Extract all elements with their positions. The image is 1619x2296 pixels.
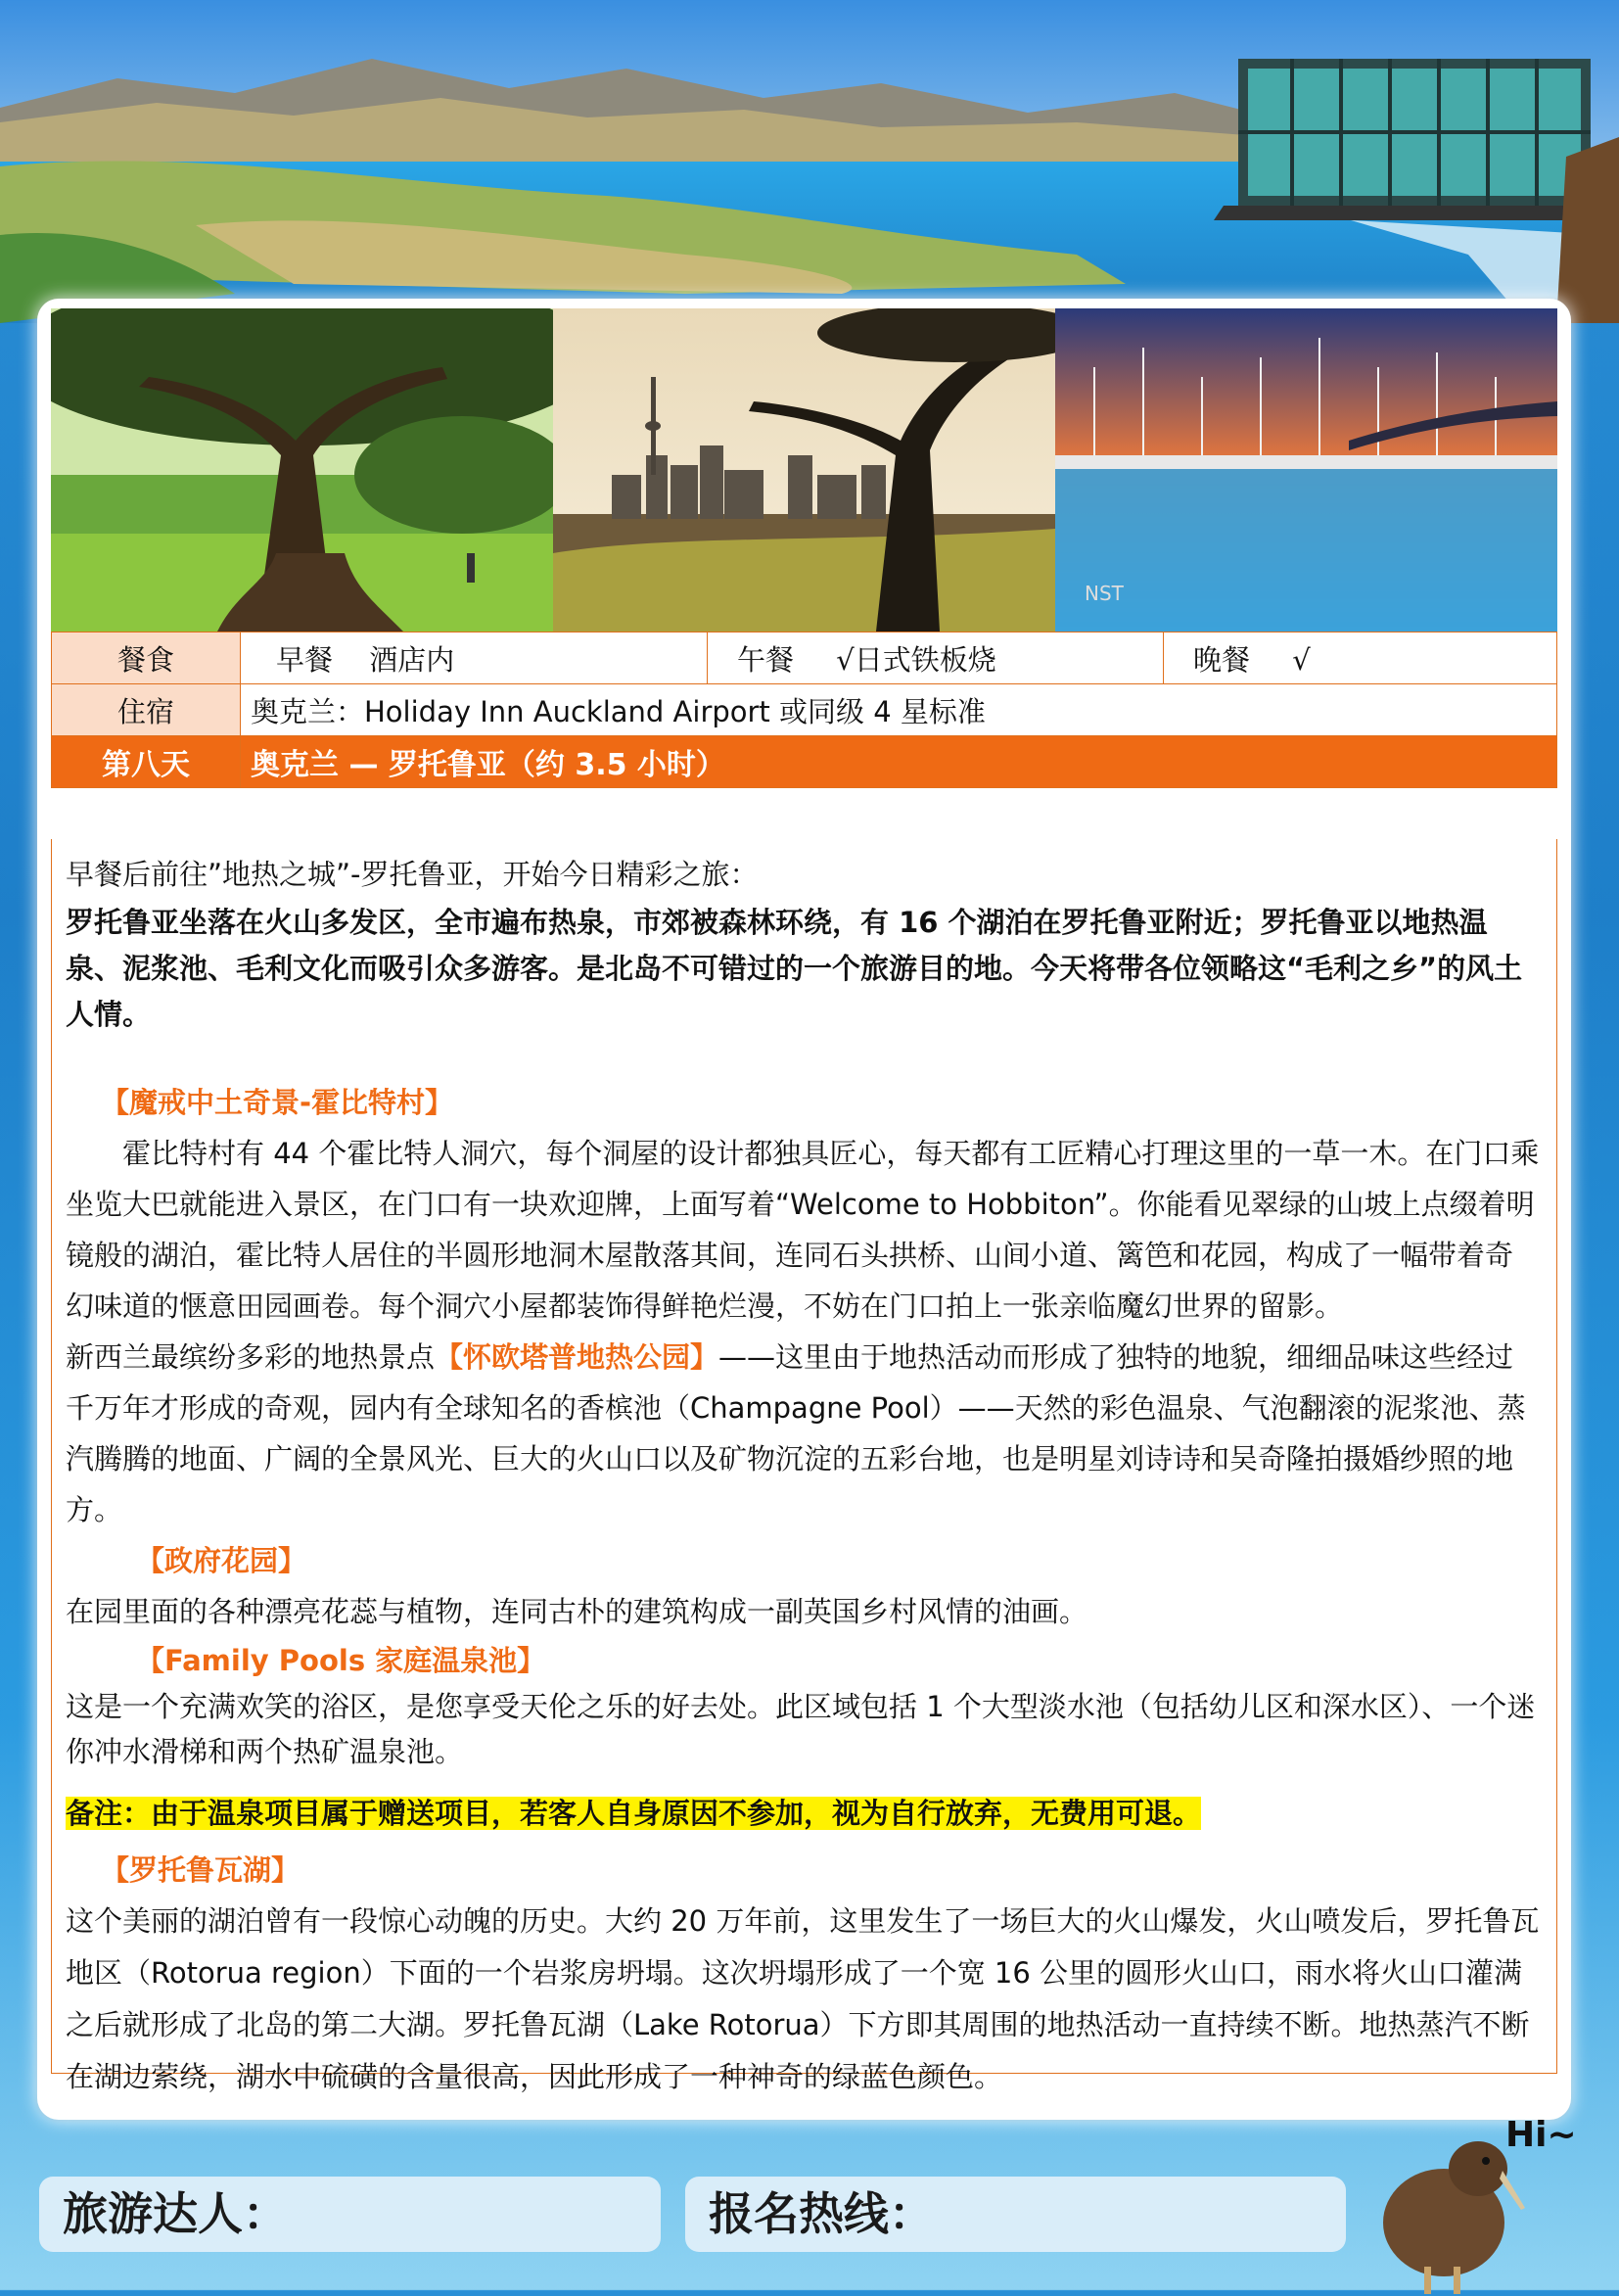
intro-text: 早餐后前往”地热之城”-罗托鲁亚，开始今日精彩之旅： xyxy=(66,858,759,891)
day-label: 第八天 xyxy=(52,736,241,788)
family-pools-title: 【Family Pools 家庭温泉池】 xyxy=(136,1644,546,1677)
hobbiton-title: 【魔戒中土奇景-霍比特村】 xyxy=(101,1086,454,1119)
day-route: 奥克兰 — 罗托鲁亚（约 3.5 小时） xyxy=(241,736,1557,788)
lunch-label: 午餐 xyxy=(737,642,795,677)
waiotapu-text: ——这里由于地热活动而形成了独特的地貌，细细品味这些经过千万年才形成的奇观，园内有全球知名的香槟池（Champagne Pool）——天然的彩色温泉、气泡翻滚的泥浆池、蒸汽腾腾的地面、广阔的全景风光、巨大的火山口以及矿物沉淀的五彩台地，也是明星刘诗诗和吴奇隆拍摄婚纱照的地方。 xyxy=(66,1340,1526,1526)
government-gardens-title: 【政府花园】 xyxy=(136,1544,307,1577)
hotline-label: 报名热线： xyxy=(709,2187,934,2240)
travel-agent-label: 旅游达人： xyxy=(63,2187,288,2240)
dinner-cell xyxy=(1164,633,1557,684)
photo-strip xyxy=(51,308,1557,632)
watermark-text: NST xyxy=(1085,582,1124,605)
rotorua-summary: 罗托鲁亚坐落在火山多发区，全市遍布热泉，市郊被森林环绕，有 16 个湖泊在罗托鲁亚附近；罗托鲁亚以地热温泉、泥浆池、毛利文化而吸引众多游客。是北岛不可错过的一个旅游目的地。今天将带各位领略这“毛利之乡”的风土人情。 xyxy=(66,906,1523,1031)
hotel-value: 奥克兰：Holiday Inn Auckland Airport 或同级 4 星标准 xyxy=(241,684,1557,736)
waiotapu-paragraph xyxy=(66,1332,1541,1535)
hotel-row xyxy=(52,684,1557,736)
hotline-box xyxy=(685,2177,1346,2252)
day-info-table xyxy=(51,632,1557,788)
meals-row xyxy=(52,633,1557,684)
lunch-value: √日式铁板烧 xyxy=(836,642,996,677)
tree-park-photo xyxy=(51,308,553,632)
header-banner-image xyxy=(0,0,1619,323)
breakfast-value: 酒店内 xyxy=(369,642,455,677)
lake-rotorua-title: 【罗托鲁瓦湖】 xyxy=(101,1853,301,1887)
breakfast-cell xyxy=(241,633,708,684)
waiotapu-title: 【怀欧塔普地热公园】 xyxy=(435,1340,719,1374)
lake-rotorua-text: 这个美丽的湖泊曾有一段惊心动魄的历史。大约 20 万年前，这里发生了一场巨大的火山爆发，火山喷发后，罗托鲁瓦地区（Rotorua region）下面的一个岩浆房坍塌。这次坍塌形成了一个宽 16 公里的圆形火山口，雨水将火山口灌满之后就形成了北岛的第二大湖。罗托鲁瓦湖（Lake Rotorua）下方即其周围的地热活动一直持续不断。地热蒸汽不断在湖边萦绕，湖水中硫磺的含量很高，因此形成了一种神奇的绿蓝色颜色。 xyxy=(66,1904,1540,2093)
note-highlight: 备注：由于温泉项目属于赠送项目，若客人自身原因不参加，视为自行放弃，无费用可退。 xyxy=(66,1797,1202,1830)
government-gardens-text: 在园里面的各种漂亮花蕊与植物，连同古朴的建筑构成一副英国乡村风情的油画。 xyxy=(66,1595,1088,1628)
day-description xyxy=(51,839,1557,2093)
kiwi-bird-icon xyxy=(1370,2100,1527,2296)
dinner-label: 晚餐 xyxy=(1193,642,1251,677)
lunch-cell xyxy=(708,633,1164,684)
greeting-text: Hi~ xyxy=(1505,2115,1577,2155)
family-pools-text: 这是一个充满欢笑的浴区，是您享受天伦之乐的好去处。此区域包括 1 个大型淡水池（包括幼儿区和深水区）、一个迷你冲水滑梯和两个热矿温泉池。 xyxy=(66,1690,1536,1768)
day-header-row xyxy=(52,736,1557,788)
auckland-skyline-photo xyxy=(553,308,1055,632)
breakfast-label: 早餐 xyxy=(276,642,334,677)
hobbiton-text: 霍比特村有 44 个霍比特人洞穴，每个洞屋的设计都独具匠心，每天都有工匠精心打理这里的一草一木。在门口乘坐览大巴就能进入景区，在门口有一块欢迎牌，上面写着“Welcome to Hobbiton”。你能看见翠绿的山坡上点缀着明镜般的湖泊，霍比特人居住的半圆形地洞木屋散落其间，连同石头拱桥、山间小道、篱笆和花园，构成了一幅带着奇幻味道的惬意田园画卷。每个洞穴小屋都装饰得鲜艳烂漫，不妨在门口拍上一张亲临魔幻世界的留影。 xyxy=(66,1137,1540,1323)
dinner-value: √ xyxy=(1292,642,1311,677)
hotel-label: 住宿 xyxy=(52,684,241,736)
travel-agent-box xyxy=(39,2177,661,2252)
harbor-marina-photo xyxy=(1055,308,1557,632)
itinerary-card xyxy=(37,299,1571,2120)
waiotapu-pre: 新西兰最缤纷多彩的地热景点 xyxy=(66,1340,436,1374)
meals-label: 餐食 xyxy=(52,633,241,684)
